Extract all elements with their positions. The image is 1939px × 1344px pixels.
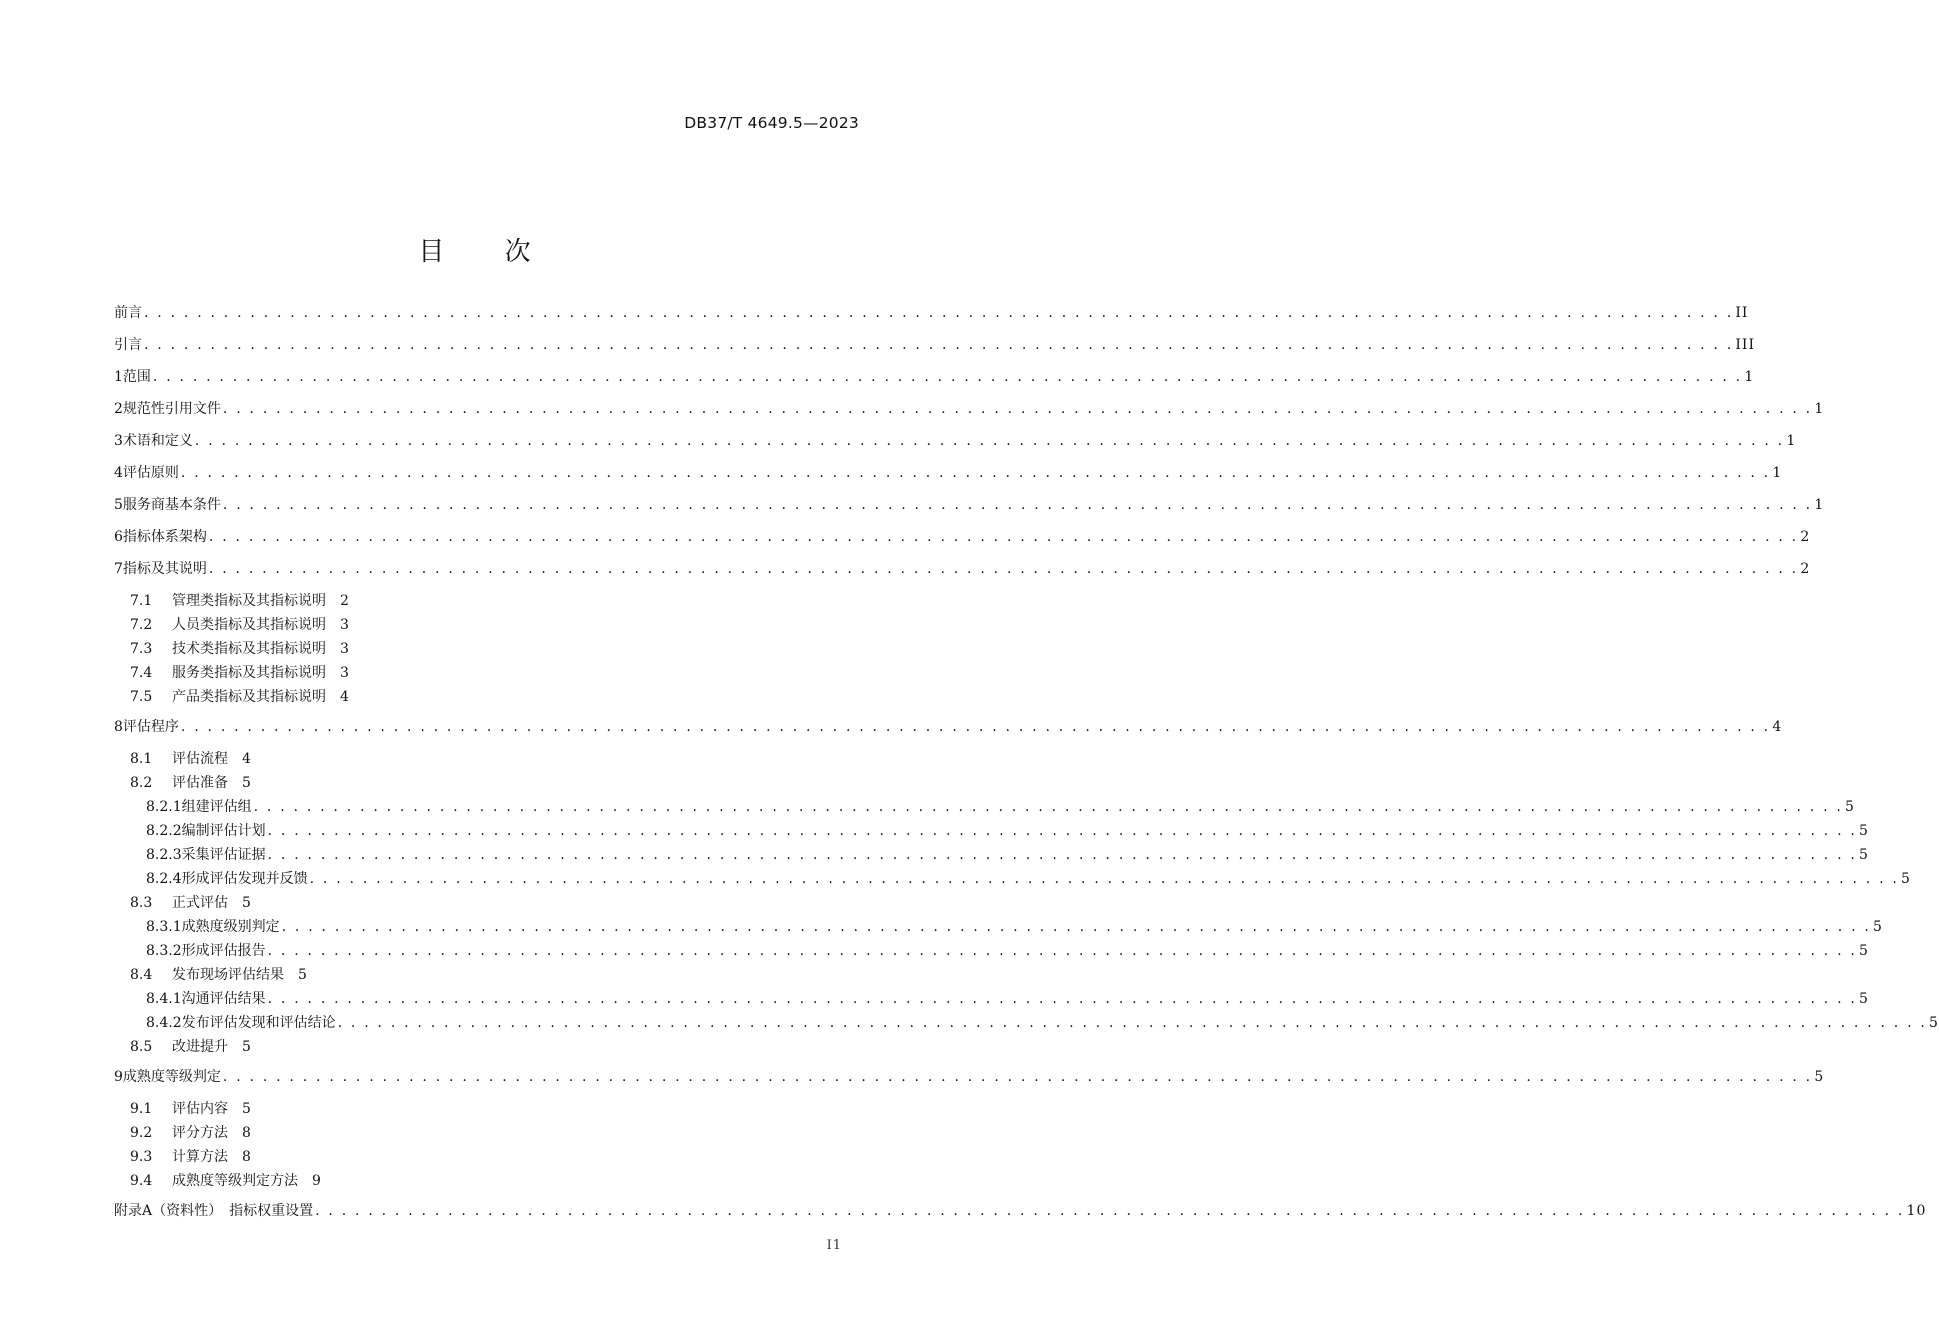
toc-entry-title: 指标体系架构 — [122, 529, 207, 545]
toc-entry-title: 范围 — [122, 369, 151, 385]
dot-leader: . . . . . . . . . . . . . . . . . . . . . . . . . . . . . . . . . . . . . . . . . . . . . . . . . . . . . . . . . . . . . . . . . . . . . . . . . . . . . . . . . . . . . . . . . . . . . . . . . . . . . . . . . . . . . . . . . . . . . . . . — [267, 991, 1858, 1007]
toc-entry-title: 管理类指标及其指标说明 — [172, 593, 326, 609]
toc-entry-page: 3 — [340, 641, 350, 657]
toc-entry-title: 术语和定义 — [122, 433, 193, 449]
dot-leader: . . . . . . . . . . . . . . . . . . . . . . . . . . . . . . . . . . . . . . . . . . . . . . . . . . . . . . . . . . . . . . . . . . . . . . . . . . . . . . . . . . . . . . . . . . . . . . . . . . . . . . . . . . . . . . . . . . . . . . . . — [253, 799, 1844, 815]
toc-entry-title: 正式评估 — [172, 895, 228, 911]
toc-entry[interactable] — [114, 988, 1869, 1012]
toc-entry-page: 5 — [298, 967, 308, 983]
toc-entry-page: 9 — [312, 1173, 322, 1189]
toc-entry-page: 8 — [242, 1125, 252, 1141]
toc-entry-number: 7.5 — [130, 689, 153, 705]
toc-entry-number: 7.4 — [130, 665, 153, 681]
toc-entry-number: 8.5 — [130, 1039, 153, 1055]
toc-entry-title: 评估内容 — [172, 1101, 228, 1117]
toc-entry[interactable] — [114, 796, 1855, 820]
toc-entry-page: 5 — [1901, 871, 1911, 887]
toc-entry[interactable] — [114, 558, 1811, 590]
toc-entry[interactable] — [114, 892, 859, 916]
toc-entry[interactable] — [114, 462, 1783, 494]
toc-entry-title: 成熟度级别判定 — [181, 919, 280, 935]
toc-entry-number: 4 — [114, 465, 123, 481]
toc-entry[interactable] — [114, 398, 1825, 430]
toc-entry-number: 8.3 — [130, 895, 153, 911]
toc-entry-page: 5 — [1929, 1015, 1939, 1031]
dot-leader: . . . . . . . . . . . . . . . . . . . . . . . . . . . . . . . . . . . . . . . . . . . . . . . . . . . . . . . . . . . . . . . . . . . . . . . . . . . . . . . . . . . . . . . . . . . . . . . . . . . . . . . . . . . . . . . . . . . . . . . . — [144, 305, 1734, 321]
toc-entry-page: 8 — [242, 1149, 252, 1165]
dot-leader: . . . . . . . . . . . . . . . . . . . . . . . . . . . . . . . . . . . . . . . . . . . . . . . . . . . . . . . . . . . . . . . . . . . . . . . . . . . . . . . . . . . . . . . . . . . . . . . . . . . . . . . . . . . . . . . . . . . . . . . . — [281, 919, 1872, 935]
toc-entry-title: 前言 — [114, 305, 142, 321]
dot-leader: . . . . . . . . . . . . . . . . . . . . . . . . . . . . . . . . . . . . . . . . . . . . . . . . . . . . . . . . . . . . . . . . . . . . . . . . . . . . . . . . . . . . . . . . . . . . . . . . . . . . . . . . . . . . . . . . . . . . . . . . — [222, 497, 1813, 513]
toc-entry-title: 评估原则 — [122, 465, 179, 481]
toc-entry-title: 附录A（资料性） 指标权重设置 — [114, 1203, 314, 1219]
toc-entry-title: 技术类指标及其指标说明 — [172, 641, 326, 657]
toc-entry-page: 10 — [1906, 1203, 1927, 1219]
toc-entry-page: 1 — [1744, 369, 1755, 385]
toc-entry-title: 改进提升 — [172, 1039, 228, 1055]
toc-entry-number: 6 — [114, 529, 123, 545]
toc-entry[interactable] — [114, 590, 859, 614]
dot-leader: . . . . . . . . . . . . . . . . . . . . . . . . . . . . . . . . . . . . . . . . . . . . . . . . . . . . . . . . . . . . . . . . . . . . . . . . . . . . . . . . . . . . . . . . . . . . . . . . . . . . . . . . . . . . . . . . . . . . . . . . — [152, 369, 1743, 385]
toc-entry-number: 8.2.3 — [146, 847, 182, 863]
dot-leader: . . . . . . . . . . . . . . . . . . . . . . . . . . . . . . . . . . . . . . . . . . . . . . . . . . . . . . . . . . . . . . . . . . . . . . . . . . . . . . . . . . . . . . . . . . . . . . . . . . . . . . . . . . . . . . . . . . . . . . . . — [337, 1015, 1928, 1031]
toc-entry[interactable] — [114, 868, 1911, 892]
toc-entry-number: 8.2.4 — [146, 871, 182, 887]
toc-entry-number: 8.2.2 — [146, 823, 182, 839]
toc-entry-title: 形成评估发现并反馈 — [181, 871, 308, 887]
toc-entry-title: 指标及其说明 — [122, 561, 207, 577]
dot-leader: . . . . . . . . . . . . . . . . . . . . . . . . . . . . . . . . . . . . . . . . . . . . . . . . . . . . . . . . . . . . . . . . . . . . . . . . . . . . . . . . . . . . . . . . . . . . . . . . . . . . . . . . . . . . . . . . . . . . . . . . — [144, 337, 1734, 353]
dot-leader: . . . . . . . . . . . . . . . . . . . . . . . . . . . . . . . . . . . . . . . . . . . . . . . . . . . . . . . . . . . . . . . . . . . . . . . . . . . . . . . . . . . . . . . . . . . . . . . . . . . . . . . . . . . . . . . . . . . . . . . . — [208, 561, 1799, 577]
toc-entry-page: 5 — [1814, 1069, 1825, 1085]
toc-entry-page: III — [1735, 337, 1755, 353]
toc-entry-number: 8.4 — [130, 967, 153, 983]
toc-entry-number: 2 — [114, 401, 123, 417]
toc-entry-title: 人员类指标及其指标说明 — [172, 617, 326, 633]
toc-entry-title: 沟通评估结果 — [181, 991, 266, 1007]
toc-entry-title: 评估程序 — [122, 719, 179, 735]
toc-entry-page: 4 — [340, 689, 350, 705]
toc-entry-page: 2 — [340, 593, 350, 609]
toc-entry-number: 7.3 — [130, 641, 153, 657]
toc-entry-title: 计算方法 — [172, 1149, 228, 1165]
toc-entry-page: 5 — [1859, 847, 1869, 863]
toc-entry[interactable] — [114, 1066, 1825, 1098]
toc-entry-page: 5 — [242, 895, 252, 911]
toc-entry[interactable] — [114, 614, 859, 638]
toc-entry[interactable] — [114, 820, 1869, 844]
toc-entry-number: 8.3.1 — [146, 919, 182, 935]
toc-entry-number: 8 — [114, 719, 123, 735]
toc-entry-title: 形成评估报告 — [181, 943, 266, 959]
toc-entry-title: 发布评估发现和评估结论 — [181, 1015, 336, 1031]
dot-leader: . . . . . . . . . . . . . . . . . . . . . . . . . . . . . . . . . . . . . . . . . . . . . . . . . . . . . . . . . . . . . . . . . . . . . . . . . . . . . . . . . . . . . . . . . . . . . . . . . . . . . . . . . . . . . . . . . . . . . . . . — [315, 1203, 1905, 1219]
dot-leader: . . . . . . . . . . . . . . . . . . . . . . . . . . . . . . . . . . . . . . . . . . . . . . . . . . . . . . . . . . . . . . . . . . . . . . . . . . . . . . . . . . . . . . . . . . . . . . . . . . . . . . . . . . . . . . . . . . . . . . . . — [180, 465, 1771, 481]
toc-entry[interactable] — [114, 716, 1783, 748]
toc-entry[interactable] — [114, 772, 859, 796]
toc-entry-title: 规范性引用文件 — [122, 401, 221, 417]
toc-entry[interactable] — [114, 526, 1811, 558]
toc-entry-page: 3 — [340, 617, 350, 633]
toc-entry[interactable] — [114, 916, 1883, 940]
toc-entry-title: 服务类指标及其指标说明 — [172, 665, 326, 681]
toc-entry-title: 编制评估计划 — [181, 823, 266, 839]
toc-entry-title: 产品类指标及其指标说明 — [172, 689, 326, 705]
toc-entry-page: 5 — [242, 1101, 252, 1117]
toc-entry[interactable] — [114, 686, 859, 710]
dot-leader: . . . . . . . . . . . . . . . . . . . . . . . . . . . . . . . . . . . . . . . . . . . . . . . . . . . . . . . . . . . . . . . . . . . . . . . . . . . . . . . . . . . . . . . . . . . . . . . . . . . . . . . . . . . . . . . . . . . . . . . . — [222, 1069, 1813, 1085]
toc-entry[interactable] — [114, 748, 859, 772]
toc-entry[interactable] — [114, 1122, 859, 1146]
toc-entry-page: 5 — [1845, 799, 1855, 815]
toc-entry-page: 2 — [1800, 561, 1811, 577]
toc-entry-title: 评分方法 — [172, 1125, 228, 1141]
toc-entry-number: 5 — [114, 497, 123, 513]
toc-entry-number: 9.2 — [130, 1125, 153, 1141]
toc-entry-number: 7.1 — [130, 593, 153, 609]
toc-entry-page: 1 — [1814, 497, 1825, 513]
toc-entry-number: 8.1 — [130, 751, 153, 767]
toc-entry[interactable] — [114, 1200, 1927, 1232]
toc-entry-number: 3 — [114, 433, 123, 449]
toc-entry-page: 5 — [1873, 919, 1883, 935]
toc-entry-number: 9.4 — [130, 1173, 153, 1189]
toc-entry-number: 9.1 — [130, 1101, 153, 1117]
toc-entry[interactable] — [114, 494, 1825, 526]
toc-entry-number: 8.3.2 — [146, 943, 182, 959]
toc-entry-page: 5 — [1859, 991, 1869, 1007]
toc-entry-page: 1 — [1814, 401, 1825, 417]
toc-entry-number: 8.2 — [130, 775, 153, 791]
toc-entry-number: 9.3 — [130, 1149, 153, 1165]
toc-entry[interactable] — [114, 1146, 859, 1170]
toc-entry-title: 评估流程 — [172, 751, 228, 767]
toc-entry[interactable] — [114, 638, 859, 662]
toc-entry-number: 8.4.1 — [146, 991, 182, 1007]
toc-entry[interactable] — [114, 662, 859, 686]
toc-entry-page: 1 — [1772, 465, 1783, 481]
toc-entry[interactable] — [114, 844, 1869, 868]
dot-leader: . . . . . . . . . . . . . . . . . . . . . . . . . . . . . . . . . . . . . . . . . . . . . . . . . . . . . . . . . . . . . . . . . . . . . . . . . . . . . . . . . . . . . . . . . . . . . . . . . . . . . . . . . . . . . . . . . . . . . . . . — [267, 847, 1858, 863]
toc-entry[interactable] — [114, 1170, 859, 1194]
toc-entry-page: 3 — [340, 665, 350, 681]
toc-entry-page: 4 — [1772, 719, 1783, 735]
toc-entry-title: 引言 — [114, 337, 142, 353]
toc-entry-number: 8.2.1 — [146, 799, 182, 815]
page-title: 目 次 — [418, 237, 557, 267]
toc-entry[interactable] — [114, 940, 1869, 964]
toc-entry-number: 9 — [114, 1069, 123, 1085]
toc-entry-page: 4 — [242, 751, 252, 767]
toc-entry[interactable] — [114, 1098, 859, 1122]
toc-entry-number: 1 — [114, 369, 123, 385]
toc-entry[interactable] — [114, 1036, 859, 1060]
toc-entry[interactable] — [114, 302, 1749, 334]
table-of-contents — [114, 302, 1939, 1232]
toc-entry-title: 组建评估组 — [181, 799, 252, 815]
dot-leader: . . . . . . . . . . . . . . . . . . . . . . . . . . . . . . . . . . . . . . . . . . . . . . . . . . . . . . . . . . . . . . . . . . . . . . . . . . . . . . . . . . . . . . . . . . . . . . . . . . . . . . . . . . . . . . . . . . . . . . . . — [267, 823, 1858, 839]
toc-entry-title: 成熟度等级判定 — [122, 1069, 221, 1085]
toc-entry-page: 5 — [1859, 823, 1869, 839]
dot-leader: . . . . . . . . . . . . . . . . . . . . . . . . . . . . . . . . . . . . . . . . . . . . . . . . . . . . . . . . . . . . . . . . . . . . . . . . . . . . . . . . . . . . . . . . . . . . . . . . . . . . . . . . . . . . . . . . . . . . . . . . — [180, 719, 1771, 735]
toc-entry-number: 7.2 — [130, 617, 153, 633]
dot-leader: . . . . . . . . . . . . . . . . . . . . . . . . . . . . . . . . . . . . . . . . . . . . . . . . . . . . . . . . . . . . . . . . . . . . . . . . . . . . . . . . . . . . . . . . . . . . . . . . . . . . . . . . . . . . . . . . . . . . . . . . — [208, 529, 1799, 545]
toc-entry-title: 发布现场评估结果 — [172, 967, 284, 983]
toc-entry-page: 5 — [242, 775, 252, 791]
toc-entry-title: 服务商基本条件 — [122, 497, 221, 513]
toc-entry-title: 采集评估证据 — [181, 847, 266, 863]
toc-entry-page: 1 — [1786, 433, 1797, 449]
toc-entry[interactable] — [114, 334, 1755, 366]
toc-entry-page: 5 — [242, 1039, 252, 1055]
toc-entry-title: 成熟度等级判定方法 — [172, 1173, 298, 1189]
dot-leader: . . . . . . . . . . . . . . . . . . . . . . . . . . . . . . . . . . . . . . . . . . . . . . . . . . . . . . . . . . . . . . . . . . . . . . . . . . . . . . . . . . . . . . . . . . . . . . . . . . . . . . . . . . . . . . . . . . . . . . . . — [267, 943, 1858, 959]
page-number: I1 — [826, 1238, 842, 1253]
toc-entry-page: 5 — [1859, 943, 1869, 959]
toc-entry-number: 7 — [114, 561, 123, 577]
toc-entry[interactable] — [114, 430, 1797, 462]
toc-entry-page: II — [1735, 305, 1749, 321]
toc-entry-page: 2 — [1800, 529, 1811, 545]
dot-leader: . . . . . . . . . . . . . . . . . . . . . . . . . . . . . . . . . . . . . . . . . . . . . . . . . . . . . . . . . . . . . . . . . . . . . . . . . . . . . . . . . . . . . . . . . . . . . . . . . . . . . . . . . . . . . . . . . . . . . . . . — [194, 433, 1785, 449]
toc-entry[interactable] — [114, 366, 1755, 398]
toc-entry[interactable] — [114, 964, 859, 988]
toc-entry-number: 8.4.2 — [146, 1015, 182, 1031]
dot-leader: . . . . . . . . . . . . . . . . . . . . . . . . . . . . . . . . . . . . . . . . . . . . . . . . . . . . . . . . . . . . . . . . . . . . . . . . . . . . . . . . . . . . . . . . . . . . . . . . . . . . . . . . . . . . . . . . . . . . . . . . — [309, 871, 1900, 887]
toc-entry-title: 评估准备 — [172, 775, 228, 791]
toc-entry[interactable] — [114, 1012, 1939, 1036]
standard-code: DB37/T 4649.5—2023 — [684, 114, 859, 132]
dot-leader: . . . . . . . . . . . . . . . . . . . . . . . . . . . . . . . . . . . . . . . . . . . . . . . . . . . . . . . . . . . . . . . . . . . . . . . . . . . . . . . . . . . . . . . . . . . . . . . . . . . . . . . . . . . . . . . . . . . . . . . . — [222, 401, 1813, 417]
